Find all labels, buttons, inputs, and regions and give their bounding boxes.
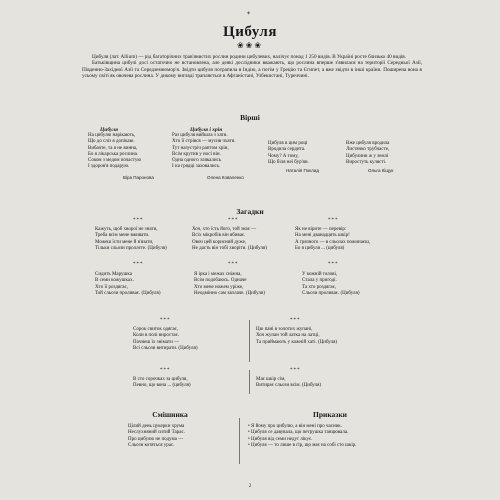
intro-paragraph-1: Цибуля (лат. Allium) — рід багаторічних трав'янистих рослин родини цибулевих, налічує понад 1 250 видів. В Україні росте близько 40 видів. (92, 54, 407, 60)
poem-author: Олена Коваленко (207, 174, 244, 180)
riddle-line: Хоч, хто їсть його, той знає — (192, 227, 257, 232)
poem-line: Одна одного злякались (172, 158, 222, 164)
poem-title: Цибуля (100, 127, 118, 133)
poem-3 (268, 141, 338, 173)
poem-line: І на грядці заховались. (172, 164, 221, 170)
saying-item: • Цибуля се давувала, що петрушка танцювала. (248, 430, 349, 436)
joke-line: Про цибулю не подума — (128, 436, 184, 442)
saying-item: • Цибуля від семи недуг лікує. (248, 436, 313, 442)
poem-line: Раз цибуля вийшла з хати. (172, 133, 228, 138)
riddle-line: В сто сорочках за цибуля, (133, 377, 188, 382)
joke-line: Неслухняний ситий Тарас. (128, 430, 185, 436)
poem-line: Соком з медом почастую (88, 158, 142, 164)
poem-line: Вродила сердита. (268, 147, 306, 153)
stars-divider: *** (328, 218, 339, 223)
poem-4 (346, 141, 422, 173)
riddle-line: Всі сльози витирати. (Цибуля) (133, 345, 198, 351)
poem-line: Чому? А тому, (268, 153, 299, 159)
poem-2 (172, 127, 264, 180)
riddle-line: Всім подобаюсь. Одначе (194, 278, 247, 284)
stars-divider: *** (133, 262, 144, 267)
riddle-line: Та хто роздягає, (302, 284, 337, 290)
riddle-8 (256, 327, 386, 346)
poem-line: На цибулю нарікають, (88, 133, 136, 138)
riddle-line: У кожній голові, (302, 272, 338, 277)
saying-item: • Я йому про цибулю, а він мені про часник. (248, 424, 342, 429)
riddle-line: Тільки сльози проллєте. (Цибуля) (95, 245, 167, 251)
saying-text: Цибуля се давувала, що петрушка танцювала. (251, 430, 349, 436)
riddle-line: Можеш їсти мене й в'язати, (95, 239, 154, 245)
riddle-line: Сорок свиток одягає, (133, 327, 178, 332)
poem-line: Хто її стрівся — мусив чхати. (172, 139, 236, 145)
column-divider (249, 320, 250, 362)
stars-divider: *** (228, 262, 239, 267)
riddle-line: Треба всім мене вживати. (95, 233, 150, 239)
poem-author: Віра Паронова (123, 174, 154, 180)
riddle-line: Певно, що вона ... (цибуля) (133, 383, 191, 389)
riddle-line: Неодмінно сам заплаче. (Цибуля) (194, 290, 265, 296)
stars-divider: *** (290, 318, 301, 323)
riddle-line: Кажуть, щоб хворої не знати, (95, 227, 158, 232)
riddle-line: Стала у пригоді. (302, 278, 337, 284)
poem-line: Всім крутив у носі він. (172, 151, 221, 157)
column-divider (239, 418, 240, 464)
riddle-5 (194, 272, 294, 297)
poem-line: Листячко трубчасте, (346, 147, 390, 153)
riddle-line: На мені дванадцять шкір! (295, 233, 350, 239)
poem-line: Цибулини ж у землі (346, 153, 389, 159)
riddle-line: Коли в полі виростає. (133, 333, 180, 339)
riddle-line: Овоч цей корисний дуже, (192, 239, 247, 245)
riddle-2 (192, 227, 292, 252)
section-title-riddles: Загадки (236, 207, 264, 216)
riddle-9 (133, 377, 243, 390)
poem-line: Виростуть кулясті. (346, 159, 387, 165)
riddle-line: Хоч жупан той латка на латці, (256, 333, 320, 339)
stars-divider: *** (133, 218, 144, 223)
column-divider (249, 370, 250, 394)
riddle-line: В семи кожушках. (95, 278, 134, 284)
riddle-line: Як не вірите — перевір: (295, 227, 347, 232)
saying-text: Я йому про цибулю, а він мені про часник. (251, 424, 342, 429)
saying-text: Цибуля — то лише в гір, що має на собі сто шкір. (251, 442, 357, 448)
riddle-line: Цю пані в золотих жупані, (256, 327, 313, 332)
poem-line: Цибуля в цим році (268, 141, 308, 146)
riddle-line: Я ірка і межах сніжна, (194, 272, 242, 277)
riddle-line: А грязного — в сльозах пожинаєш, (295, 239, 371, 245)
joke-line: Цілий день цукерки хрума (128, 424, 185, 429)
stars-divider: *** (228, 218, 239, 223)
poem-line: Бо я лікарська рослина. (88, 151, 139, 157)
stars-divider: *** (328, 262, 339, 267)
riddle-line: Не дасть він тобі хворіти. (Цибуля) (192, 245, 267, 251)
riddle-line: Та приймають у кожній хаті. (Цибуля) (256, 339, 338, 345)
riddle-line: Сидить Марушка (95, 272, 132, 277)
section-title-jokes: Смішинка (152, 410, 188, 419)
riddle-1 (95, 227, 195, 252)
riddle-line: Сльози проливає. (Цибуля) (302, 290, 360, 296)
riddle-7 (133, 327, 243, 352)
stars-divider: *** (160, 318, 171, 323)
section-title-poems: Вірші (240, 113, 260, 122)
intro-paragraph-2: Батьківщина цибулі досі остаточно не встановлена, але деякі дослідники вважають, що рослина вперше з'явилася на території Середньої Азії, Південно-Західної Азії та Середземномор'я. Звідти цибуля потрапила в Індію, а потім у Грецію та Єгипет, а вже звідти в інші країни. Поширена вона в усьому світі як овочева рослина. У дикому вигляді трапляється в Афганістані, Узбекистані, Туреччині. (82, 60, 422, 80)
poem-author: Наталія Поклад (286, 168, 319, 174)
saying-item: • Цибуля — то лише в гір, що має на собі сто шкір. (248, 442, 357, 448)
riddle-line: Витирає сльози всім. (Цибуля) (256, 383, 322, 389)
riddle-3 (295, 227, 415, 252)
poem-author: Ольга Кіщук (368, 168, 394, 174)
poem-line: Що біля неї бур'ян. (268, 159, 309, 165)
poem-line: Вже цибуля вродила (346, 141, 390, 146)
stars-divider: *** (160, 368, 171, 373)
stars-divider: *** (290, 368, 301, 373)
poem-1 (88, 127, 178, 180)
riddle-4 (95, 272, 195, 297)
riddle-line: Бо я цибуля ... (цибуля) (295, 245, 345, 251)
poem-line: Вибачте, та я не винна, (88, 145, 138, 151)
page-title: Цибуля (223, 24, 277, 40)
saying-text: Цибуля від семи недуг лікує. (251, 436, 313, 442)
riddle-line: Хто її роздягає, (95, 284, 128, 290)
joke-poem (128, 424, 238, 449)
intro-text (82, 54, 422, 80)
riddle-line: Має шкір сім, (256, 377, 286, 382)
sayings-list (248, 424, 428, 449)
page-number: 2 (248, 484, 252, 489)
poem-line: Тут назустріч раптом хрін, (172, 145, 229, 151)
riddle-line: Той сльози проливає. (Цибуля) (95, 290, 161, 296)
poem-title: Цибуля і хрін (190, 127, 223, 133)
section-title-sayings: Приказки (313, 410, 347, 419)
riddle-line: Всіх мікробів він вбиває. (192, 233, 246, 239)
riddle-line: Хто мене ножем уріже, (194, 284, 244, 290)
riddle-6 (302, 272, 402, 297)
poem-line: Що до сліз я допікаю. (88, 139, 135, 145)
joke-line: Сльози котяться урас. (128, 442, 175, 448)
riddle-line: Почнеш їх знімати — (133, 339, 180, 345)
riddle-10 (256, 377, 366, 390)
title-ornament: ❀❀❀ (236, 41, 264, 50)
top-ornament: ✦ (246, 11, 252, 17)
poem-line: І здоров'я подарую. (88, 164, 130, 170)
